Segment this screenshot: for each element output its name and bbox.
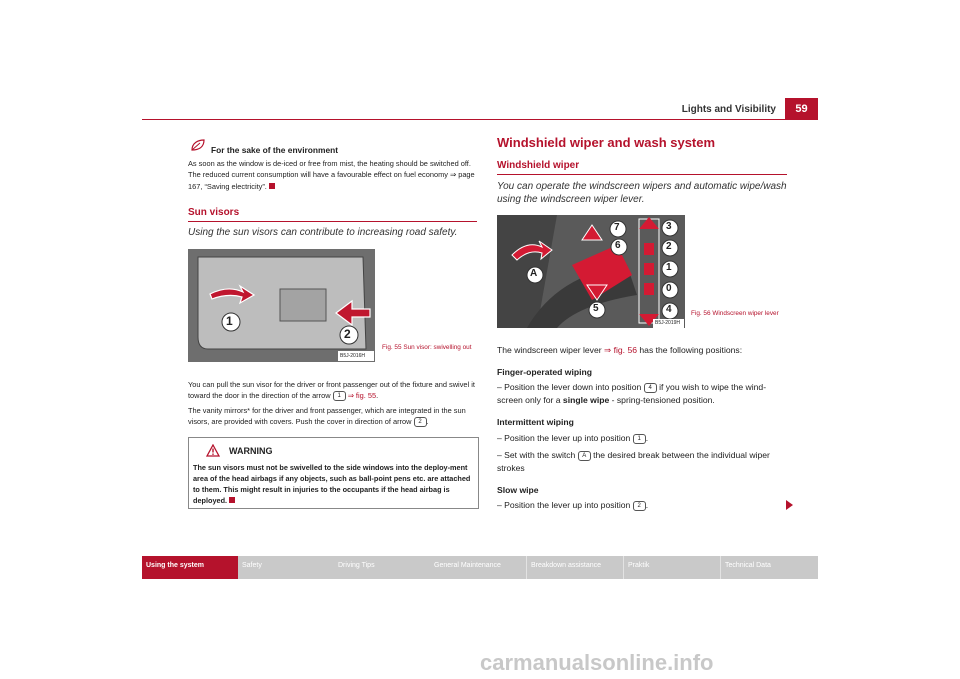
- finger-wiping-step: [497, 381, 787, 407]
- step-text: – Set with the switch: [497, 450, 576, 460]
- figure-55-caption: Fig. 55 Sun visor: swivelling out: [382, 344, 472, 351]
- step-bold: single wipe: [562, 395, 610, 405]
- lever-label-1: 1: [666, 262, 672, 273]
- intro-text: The windscreen wiper lever: [497, 345, 602, 355]
- position-badge: 2: [414, 417, 427, 427]
- figure-56-caption: Fig. 56 Windscreen wiper lever: [691, 310, 779, 317]
- figure-label-1: 1: [226, 314, 233, 328]
- lever-label-7: 7: [614, 222, 620, 233]
- tab-breakdown-assistance[interactable]: Breakdown assistance: [527, 556, 623, 579]
- watermark: carmanualsonline.info: [480, 650, 714, 675]
- figure-link[interactable]: ⇒ fig. 56: [604, 345, 637, 355]
- wiper-subtitle: You can operate the windscreen wipers and automatic wipe/wash using the windscreen wiper lever.: [497, 181, 787, 205]
- lever-label-a: A: [530, 268, 538, 279]
- position-badge: 1: [633, 434, 646, 444]
- warning-icon: [206, 444, 220, 457]
- sun-visor-para-2: [188, 405, 478, 428]
- wiper-lever-figure: [497, 215, 685, 328]
- footer-nav: [142, 556, 818, 579]
- position-badge: 4: [644, 383, 657, 393]
- environment-body: [188, 158, 478, 192]
- step-text: – Position the lever down into position: [497, 382, 642, 392]
- position-badge: 2: [633, 501, 646, 511]
- environment-icon: [190, 138, 206, 152]
- lever-label-0: 0: [666, 283, 672, 294]
- tab-driving-tips[interactable]: Driving Tips: [334, 556, 430, 579]
- intermittent-step-1: – Position the lever up into position 1 .: [497, 433, 649, 443]
- lever-label-5: 5: [593, 303, 599, 314]
- end-marker-icon: [269, 183, 275, 189]
- end-marker-icon: [229, 497, 235, 503]
- tab-technical-data[interactable]: Technical Data: [721, 556, 818, 579]
- finger-wiping-title: Finger-operated wiping: [497, 367, 593, 377]
- para-text: You can pull the sun visor for the driver or front passenger out of the fixture and swivel it toward the door in the direction of the arrow: [188, 380, 475, 401]
- warning-body: [193, 462, 475, 506]
- figure-label-2: 2: [344, 327, 351, 341]
- sun-visors-rule: [188, 221, 477, 222]
- warning-box: [188, 437, 479, 509]
- figure-code: B5J-2019H: [655, 320, 681, 326]
- step-text: – Position the lever up into position: [497, 433, 631, 443]
- figure-link[interactable]: ⇒ fig. 55: [347, 391, 377, 401]
- lever-label-2: 2: [666, 241, 672, 252]
- environment-text: As soon as the window is de-iced or free from mist, the heating should be switched off. The reduced current consumption will have a favourable effect on fuel economy ⇒ page 167, “Saving electricity”.: [188, 159, 475, 191]
- next-page-arrow-icon[interactable]: [786, 500, 793, 510]
- switch-badge: A: [578, 451, 591, 461]
- step-text: the desired break between the individual wiper strokes: [497, 450, 770, 473]
- wiper-main-heading: Windshield wiper and wash system: [497, 135, 716, 150]
- step-text: if you wish to wipe the wind-screen only for a: [497, 382, 767, 405]
- tab-praktik[interactable]: Praktik: [624, 556, 720, 579]
- environment-title: For the sake of the environment: [211, 145, 339, 155]
- para-text: The vanity mirrors* for the driver and front passenger, which are integrated in the sun visors, are provided with covers. Push the cover in direction of arrow: [188, 406, 466, 427]
- lever-label-6: 6: [615, 240, 621, 251]
- step-text-end: - spring-tensioned position.: [611, 395, 715, 405]
- slow-wipe-step: – Position the lever up into position 2 .: [497, 500, 649, 510]
- para-end: .: [376, 391, 379, 401]
- sun-visor-figure: [188, 249, 375, 362]
- running-header-title: Lights and Visibility: [681, 104, 776, 115]
- wiper-intro: [497, 344, 797, 357]
- lever-label-3: 3: [666, 221, 672, 232]
- warning-text: The sun visors must not be swivelled to the side windows into the deploy-ment area of the head airbags if any objects, such as ball-point pens etc. are attached to them. This might result in injuries to the occupants if the head airbag is deployed.: [193, 463, 471, 505]
- intermittent-step-2: [497, 449, 787, 475]
- sun-visor-para-1: [188, 379, 478, 402]
- tab-general-maintenance[interactable]: General Maintenance: [430, 556, 526, 579]
- step-text: – Position the lever up into position: [497, 500, 631, 510]
- position-badge: 1: [333, 391, 346, 401]
- intermittent-wiping-title: Intermittent wiping: [497, 417, 574, 427]
- wiper-rule: [497, 174, 787, 175]
- para-end: .: [426, 417, 429, 427]
- sun-visors-heading: Sun visors: [188, 207, 240, 218]
- tab-safety[interactable]: Safety: [238, 556, 334, 579]
- header-rule: [142, 119, 818, 120]
- intro-text-end: has the following positions:: [639, 345, 743, 355]
- slow-wipe-title: Slow wipe: [497, 485, 539, 495]
- page-number: 59: [785, 98, 818, 120]
- warning-title: WARNING: [229, 446, 273, 456]
- tab-using-the-system[interactable]: Using the system: [142, 556, 238, 579]
- wiper-heading: Windshield wiper: [497, 160, 580, 171]
- lever-label-4: 4: [666, 304, 672, 315]
- figure-code: B5J-2016H: [340, 353, 366, 359]
- sun-visors-subtitle: Using the sun visors can contribute to increasing road safety.: [188, 227, 458, 238]
